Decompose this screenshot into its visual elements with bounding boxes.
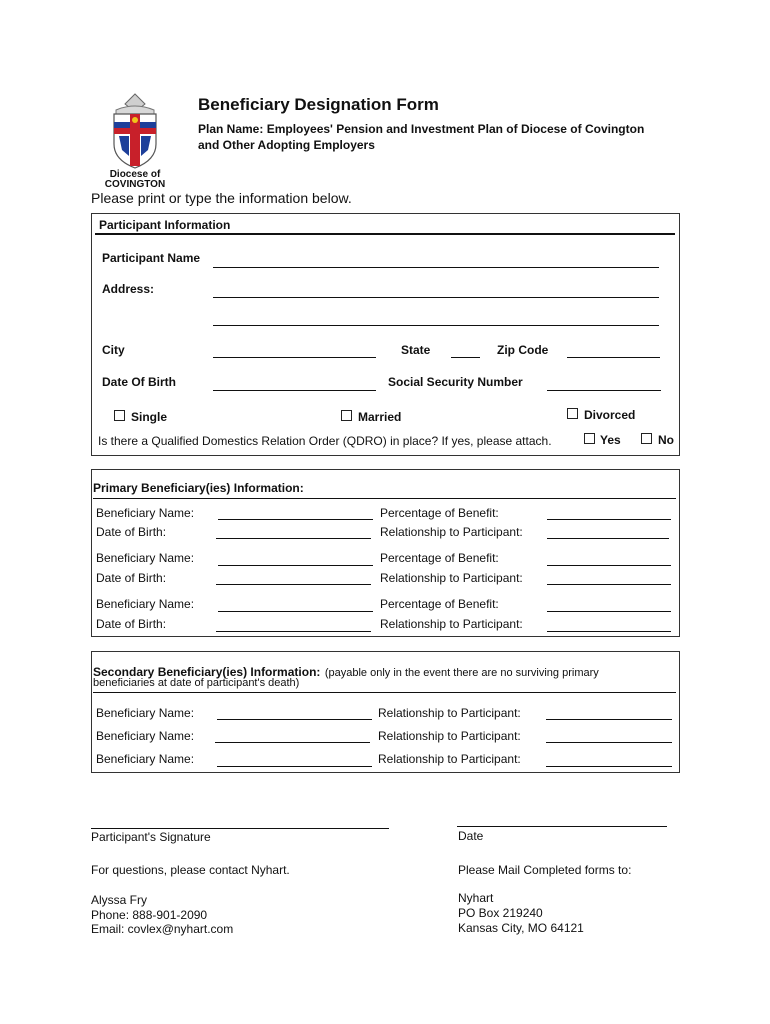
qdro-yes-label: Yes	[600, 433, 621, 447]
percentage-label: Percentage of Benefit:	[380, 506, 499, 520]
qdro-no-label: No	[658, 433, 674, 447]
relationship-label: Relationship to Participant:	[378, 752, 521, 766]
signature-field[interactable]	[91, 828, 389, 829]
dob-label: Date Of Birth	[102, 375, 177, 389]
beneficiary-name-label: Beneficiary Name:	[96, 551, 195, 565]
beneficiary-name-field[interactable]	[218, 611, 373, 612]
dob-field[interactable]	[213, 390, 376, 391]
contact-name: Alyssa Fry	[91, 893, 148, 907]
participant-title-rule	[95, 233, 675, 235]
plan-name-line1: Plan Name: Employees' Pension and Investment Plan of Diocese of Covington	[198, 122, 645, 136]
address-field-line2[interactable]	[213, 325, 659, 326]
plan-name-line2: and Other Adopting Employers	[198, 138, 375, 152]
relationship-label: Relationship to Participant:	[378, 706, 521, 720]
zip-field[interactable]	[567, 357, 660, 358]
relationship-field[interactable]	[547, 584, 671, 585]
relationship-label: Relationship to Participant:	[380, 617, 523, 631]
mail-city: Kansas City, MO 64121	[458, 921, 584, 935]
relationship-field[interactable]	[546, 742, 672, 743]
signature-label: Participant's Signature	[91, 830, 211, 844]
mail-instruction: Please Mail Completed forms to:	[458, 863, 632, 877]
married-checkbox[interactable]	[341, 410, 352, 421]
divorced-checkbox[interactable]	[567, 408, 578, 419]
mail-name: Nyhart	[458, 891, 494, 905]
primary-title-rule	[93, 498, 676, 499]
beneficiary-name-label: Beneficiary Name:	[96, 506, 195, 520]
logo-text-line1: Diocese of	[109, 169, 161, 180]
percentage-field[interactable]	[547, 611, 671, 612]
dob-label: Date of Birth:	[96, 617, 167, 631]
secondary-title-note2: beneficiaries at date of participant's death)	[93, 677, 300, 689]
relationship-field[interactable]	[546, 766, 672, 767]
mail-po-box: PO Box 219240	[458, 906, 543, 920]
zip-label: Zip Code	[497, 343, 549, 357]
logo-text-line2: COVINGTON	[104, 179, 166, 190]
address-label: Address:	[102, 282, 155, 296]
relationship-field[interactable]	[547, 631, 671, 632]
date-field[interactable]	[457, 826, 667, 827]
city-field[interactable]	[213, 357, 376, 358]
dob-field[interactable]	[216, 538, 371, 539]
relationship-field[interactable]	[547, 538, 669, 539]
dob-label: Date of Birth:	[96, 571, 167, 585]
form-title: Beneficiary Designation Form	[198, 95, 439, 114]
secondary-title-bold: Secondary Beneficiary(ies) Information:	[93, 665, 321, 679]
ssn-field[interactable]	[547, 390, 661, 391]
primary-section-title: Primary Beneficiary(ies) Information:	[93, 481, 304, 495]
secondary-title-note: (payable only in the event there are no surviving primary	[324, 667, 599, 679]
participant-section-title: Participant Information	[99, 218, 231, 232]
secondary-title-rule	[93, 692, 676, 693]
relationship-label: Relationship to Participant:	[380, 571, 523, 585]
beneficiary-name-label: Beneficiary Name:	[96, 752, 195, 766]
single-checkbox[interactable]	[114, 410, 125, 421]
percentage-field[interactable]	[547, 565, 671, 566]
diocese-logo	[100, 90, 170, 190]
qdro-question: Is there a Qualified Domestics Relation Order (QDRO) in place? If yes, please attach.	[98, 434, 552, 448]
beneficiary-name-field[interactable]	[217, 719, 372, 720]
ssn-label: Social Security Number	[388, 375, 523, 389]
participant-name-label: Participant Name	[102, 251, 201, 265]
single-label: Single	[131, 410, 168, 424]
divorced-label: Divorced	[584, 408, 636, 422]
state-field[interactable]	[451, 357, 480, 358]
percentage-field[interactable]	[547, 519, 671, 520]
percentage-label: Percentage of Benefit:	[380, 597, 499, 611]
participant-name-field[interactable]	[213, 267, 659, 268]
beneficiary-name-field[interactable]	[218, 519, 373, 520]
qdro-no-checkbox[interactable]	[641, 433, 652, 444]
contact-phone: Phone: 888-901-2090	[91, 908, 208, 922]
relationship-label: Relationship to Participant:	[380, 525, 523, 539]
percentage-label: Percentage of Benefit:	[380, 551, 499, 565]
questions-text: For questions, please contact Nyhart.	[91, 863, 290, 877]
dob-field[interactable]	[216, 584, 371, 585]
beneficiary-name-label: Beneficiary Name:	[96, 706, 195, 720]
beneficiary-name-label: Beneficiary Name:	[96, 729, 195, 743]
address-field-line1[interactable]	[213, 297, 659, 298]
city-label: City	[102, 343, 125, 357]
beneficiary-name-label: Beneficiary Name:	[96, 597, 195, 611]
relationship-label: Relationship to Participant:	[378, 729, 521, 743]
relationship-field[interactable]	[546, 719, 672, 720]
beneficiary-name-field[interactable]	[218, 565, 373, 566]
instruction-text: Please print or type the information below.	[91, 190, 352, 206]
date-label: Date	[458, 829, 484, 843]
married-label: Married	[358, 410, 402, 424]
beneficiary-name-field[interactable]	[217, 766, 372, 767]
dob-field[interactable]	[216, 631, 371, 632]
diocese-crest-icon	[100, 90, 170, 170]
dob-label: Date of Birth:	[96, 525, 167, 539]
state-label: State	[401, 343, 431, 357]
qdro-yes-checkbox[interactable]	[584, 433, 595, 444]
beneficiary-name-field[interactable]	[215, 742, 370, 743]
contact-email: Email: covlex@nyhart.com	[91, 922, 234, 936]
